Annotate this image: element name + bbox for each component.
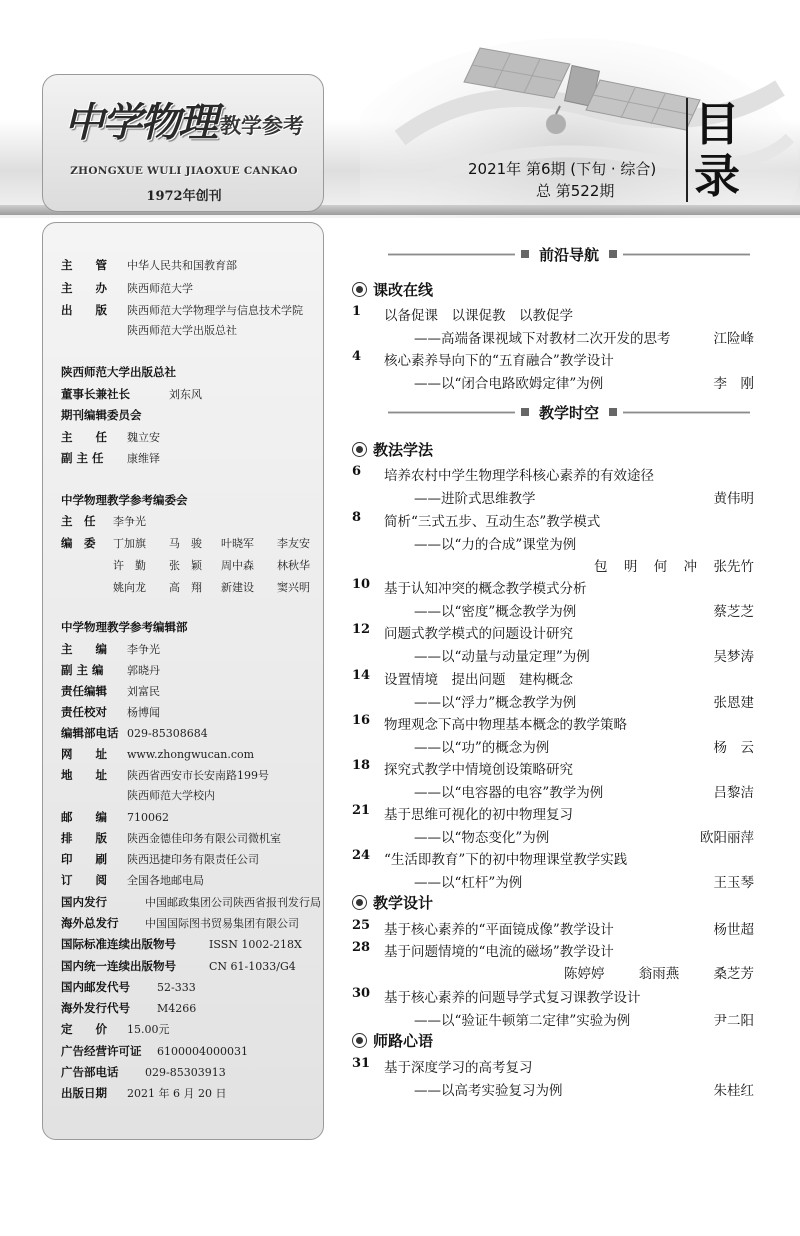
toc-entry — [352, 304, 754, 324]
toc-heading — [686, 98, 746, 202]
page-number: 31 — [352, 1056, 371, 1071]
category-teacher-reflections — [352, 1030, 433, 1051]
article-subtitle: ——以“浮力”概念教学为例 — [414, 695, 577, 711]
category-title: 教学设计 — [373, 894, 434, 912]
article-subtitle: ——以“力的合成”课堂为例 — [414, 537, 577, 553]
masthead-row — [61, 513, 146, 529]
toc-heading-char: 目 — [694, 97, 740, 151]
masthead-value: 全国各地邮电局 — [127, 874, 204, 887]
banner-square-icon — [609, 408, 617, 416]
banner-title: 前沿导航 — [539, 245, 600, 264]
target-circle-icon — [352, 895, 367, 910]
article-subtitle: ——以“密度”概念教学为例 — [414, 604, 577, 620]
toc-entry-subtitle — [352, 372, 754, 392]
article-subtitle: ——高端备课视域下对教材二次开发的思考 — [414, 331, 671, 347]
committee-member: 林秋华 — [277, 559, 310, 572]
article-subtitle: ——以“电容器的电容”教学为例 — [414, 785, 604, 801]
page-number: 10 — [352, 577, 371, 592]
category-title: 教法学法 — [373, 441, 434, 459]
masthead-row — [61, 915, 299, 931]
category-title: 课改在线 — [373, 281, 434, 299]
masthead-value: M4266 — [157, 1002, 197, 1015]
toc-entry-subtitle — [352, 1009, 754, 1029]
masthead-value: 15.00元 — [127, 1023, 170, 1036]
masthead-value: 陕西金德佳印务有限公司微机室 — [127, 832, 281, 845]
article-title: 基于核心素养的“平面镜成像”教学设计 — [384, 922, 614, 938]
toc-entry — [352, 510, 754, 530]
page-number: 14 — [352, 668, 371, 683]
article-author: 冲 — [683, 559, 698, 575]
masthead-row — [61, 894, 321, 910]
masthead-label: 责任校对 — [61, 705, 107, 719]
article-subtitle: ——以“动量与动量定理”为例 — [414, 649, 590, 665]
committee-member: 张 颖 — [169, 559, 202, 572]
toc-heading-char: 录 — [694, 149, 740, 203]
article-author: 吴梦涛 — [713, 649, 754, 665]
masthead-label: 印 刷 — [61, 852, 107, 866]
banner-rule — [623, 253, 750, 256]
article-author: 江险峰 — [713, 331, 754, 347]
banner-rule — [388, 253, 515, 256]
page-number: 28 — [352, 940, 371, 955]
masthead-row — [61, 683, 160, 699]
masthead-row — [61, 1085, 226, 1101]
masthead-label: 主 管 — [61, 258, 107, 272]
article-author: 张恩建 — [713, 695, 754, 711]
masthead-label: 海外总发行 — [61, 916, 119, 930]
masthead-panel — [42, 222, 324, 1140]
journal-logo — [42, 74, 324, 212]
masthead-row — [61, 851, 259, 867]
article-title: 物理观念下高中物理基本概念的教学策略 — [384, 717, 627, 733]
publisher-heading: 陕西师范大学出版总社 — [61, 365, 176, 379]
founded-year: 1972年创刊 — [146, 189, 222, 204]
article-title: 基于深度学习的高考复习 — [384, 1060, 533, 1076]
masthead-label: 国内发行 — [61, 895, 107, 909]
masthead-value: 029-85308684 — [127, 727, 208, 740]
masthead-label: 定 价 — [61, 1022, 107, 1036]
article-subtitle: ——以“物态变化”为例 — [414, 830, 550, 846]
masthead-value: www.zhongwucan.com — [127, 748, 255, 761]
toc-entry-subtitle — [352, 736, 754, 756]
board-heading: 期刊编辑委员会 — [61, 408, 142, 422]
toc-entry — [352, 349, 754, 369]
category-teaching-design — [352, 892, 433, 913]
page-number: 30 — [352, 986, 371, 1001]
article-title: 设置情境 提出问题 建构概念 — [384, 672, 573, 688]
toc-entry-subtitle — [352, 871, 754, 891]
masthead-label: 主 任 — [61, 430, 107, 444]
masthead-row — [61, 1043, 248, 1059]
masthead-label: 出 版 — [61, 303, 107, 317]
masthead-row — [61, 662, 160, 678]
masthead-value: 李争光 — [113, 515, 146, 528]
target-circle-icon — [352, 282, 367, 297]
article-author: 欧阳丽萍 — [700, 830, 754, 846]
masthead-value: 陕西师范大学出版总社 — [127, 324, 237, 337]
masthead-value: 刘富民 — [127, 685, 160, 698]
article-title: 培养农村中学生物理学科核心素养的有效途径 — [384, 468, 654, 484]
masthead-row — [61, 257, 237, 273]
article-author: 明 — [623, 559, 638, 575]
masthead-label: 国际标准连续出版物号 — [61, 937, 176, 951]
masthead-row — [61, 704, 160, 720]
masthead-label: 副 主 任 — [61, 451, 104, 465]
masthead-value: 康维铎 — [127, 452, 160, 465]
committee-member: 周中森 — [221, 559, 254, 572]
masthead-label: 出版日期 — [61, 1086, 107, 1100]
article-author: 桑芝芳 — [713, 966, 754, 982]
masthead-label: 主 办 — [61, 281, 107, 295]
masthead-value: 029-85303913 — [145, 1066, 226, 1079]
masthead-label: 主 任 — [61, 514, 96, 528]
toc-entry-subtitle — [352, 533, 754, 553]
toc-entry — [352, 464, 754, 484]
toc-entry — [352, 758, 754, 778]
page-number: 16 — [352, 713, 371, 728]
masthead-row — [61, 450, 160, 466]
toc-entry — [352, 622, 754, 642]
masthead-value: 中国邮政集团公司陕西省报刊发行局 — [145, 896, 321, 909]
issue-number: 2021年 第6期 (下旬 · 综合) — [468, 160, 657, 178]
article-subtitle: ——以“功”的概念为例 — [414, 740, 550, 756]
page-number: 6 — [352, 464, 362, 479]
masthead-row — [61, 1000, 196, 1016]
article-subtitle: ——以“杠杆”为例 — [414, 875, 523, 891]
masthead-value: 李争光 — [127, 643, 160, 656]
committee-member: 李友安 — [277, 537, 310, 550]
article-title: 探究式教学中情境创设策略研究 — [384, 762, 573, 778]
masthead-row — [61, 725, 208, 741]
article-subtitle: ——以“闭合电路欧姆定律”为例 — [414, 376, 604, 392]
article-author: 何 — [653, 559, 668, 575]
masthead-label: 副 主 编 — [61, 663, 104, 677]
masthead-value: 陕西省西安市长安南路199号 — [127, 769, 269, 782]
article-subtitle: ——进阶式思维教学 — [414, 491, 536, 507]
article-title: 核心素养导向下的“五育融合”教学设计 — [384, 353, 614, 369]
page-number: 8 — [352, 510, 362, 525]
section-banner-teaching — [388, 400, 750, 424]
article-title: “生活即教育”下的初中物理课堂教学实践 — [384, 852, 628, 868]
toc-entry — [352, 848, 754, 868]
article-author: 翁雨燕 — [638, 966, 680, 982]
masthead-label: 国内统一连续出版物号 — [61, 959, 176, 973]
article-title: 问题式教学模式的问题设计研究 — [384, 626, 573, 642]
masthead-value: 6100004000031 — [157, 1045, 248, 1058]
toc-entry — [352, 986, 754, 1006]
masthead-label: 邮 编 — [61, 810, 107, 824]
article-author: 尹二阳 — [713, 1013, 754, 1029]
masthead-row — [61, 872, 204, 888]
committee-member: 姚向龙 — [113, 581, 146, 594]
masthead-value: CN 61-1033/G4 — [209, 960, 296, 973]
toc-entry — [352, 940, 754, 960]
logo-pinyin: ZHONGXUE WULI JIAOXUE CANKAO — [70, 165, 298, 177]
article-authors — [564, 962, 754, 982]
masthead-value: 2021 年 6 月 20 日 — [127, 1087, 227, 1100]
masthead-row — [61, 641, 160, 657]
logo-sub-text: 教学参考 — [220, 114, 304, 138]
toc-entry-subtitle — [352, 691, 754, 711]
toc-entry-subtitle — [352, 600, 754, 620]
article-title: 以备促课 以课促教 以教促学 — [384, 308, 573, 324]
masthead-value: 中华人民共和国教育部 — [127, 259, 237, 272]
article-author: 黄伟明 — [713, 491, 754, 507]
banner-square-icon — [521, 408, 529, 416]
committee-member: 窦兴明 — [277, 581, 310, 594]
masthead-value: 52-333 — [157, 981, 196, 994]
masthead-row — [61, 1064, 226, 1080]
masthead-value: 魏立安 — [127, 431, 160, 444]
total-issue-number: 总 第522期 — [536, 182, 615, 200]
article-author: 包 — [594, 559, 608, 575]
article-subtitle: ——以高考实验复习为例 — [414, 1083, 563, 1099]
banner-square-icon — [521, 250, 529, 258]
article-author: 陈婷婷 — [564, 966, 605, 982]
masthead-row — [61, 386, 202, 402]
masthead-value: ISSN 1002-218X — [209, 938, 302, 951]
masthead-value: 刘东风 — [169, 388, 202, 401]
section-banner-frontier — [388, 242, 750, 266]
committee-member: 马 骏 — [169, 537, 202, 550]
masthead-value: 杨博闻 — [127, 706, 160, 719]
page-number: 21 — [352, 803, 371, 818]
masthead-value: 陕西师范大学校内 — [127, 789, 215, 802]
masthead-label: 编辑部电话 — [61, 726, 119, 740]
toc-entry-authors — [352, 555, 754, 575]
banner-rule — [388, 411, 515, 414]
masthead-row — [61, 809, 169, 825]
masthead-value: 710062 — [127, 811, 169, 824]
masthead-label: 广告部电话 — [61, 1065, 119, 1079]
page-number: 12 — [352, 622, 371, 637]
article-subtitle: ——以“验证牛顿第二定律”实验为例 — [414, 1013, 631, 1029]
toc-entry — [352, 803, 754, 823]
masthead-row — [61, 979, 196, 995]
masthead-row — [61, 787, 215, 803]
masthead-label: 排 版 — [61, 831, 107, 845]
article-author: 王玉琴 — [713, 875, 754, 891]
page-number: 24 — [352, 848, 371, 863]
masthead-value: 郭晓丹 — [127, 664, 160, 677]
toc-entry-subtitle — [352, 327, 754, 347]
committee-heading: 中学物理教学参考编委会 — [61, 493, 188, 507]
masthead-label: 董事长兼社长 — [61, 387, 130, 401]
masthead-label: 广告经营许可证 — [61, 1044, 142, 1058]
masthead-row — [61, 746, 254, 762]
article-author: 杨世超 — [713, 922, 754, 938]
page-number: 1 — [352, 304, 362, 319]
masthead-row — [61, 322, 237, 338]
masthead-label: 责任编辑 — [61, 684, 107, 698]
masthead-value: 陕西师范大学 — [127, 282, 193, 295]
page-number: 4 — [352, 349, 362, 364]
article-author: 张先竹 — [713, 559, 754, 575]
banner-title: 教学时空 — [539, 403, 600, 422]
committee-member: 许 勤 — [113, 559, 146, 572]
committee-member: 新建设 — [221, 581, 254, 594]
masthead-row — [61, 767, 269, 783]
masthead-row — [61, 429, 160, 445]
toc-entry — [352, 918, 754, 938]
page-number: 25 — [352, 918, 371, 933]
masthead-row — [61, 302, 303, 318]
page-number: 18 — [352, 758, 371, 773]
article-author: 蔡芝芝 — [713, 604, 754, 620]
masthead-value: 中国国际图书贸易集团有限公司 — [145, 917, 299, 930]
committee-members-label: 编 委 — [61, 536, 96, 550]
toc-entry-subtitle — [352, 826, 754, 846]
article-authors — [594, 555, 754, 575]
masthead-label: 订 阅 — [61, 873, 107, 887]
toc-entry-subtitle — [352, 487, 754, 507]
article-title: 简析“三式五步、互动生态”教学模式 — [384, 514, 601, 530]
banner-rule — [623, 411, 750, 414]
masthead-label: 海外发行代号 — [61, 1001, 130, 1015]
target-circle-icon — [352, 442, 367, 457]
category-teaching-methods — [352, 439, 433, 460]
toc-entry — [352, 713, 754, 733]
toc-entry — [352, 1056, 754, 1076]
masthead-label: 主 编 — [61, 642, 107, 656]
category-curriculum-reform — [352, 279, 433, 300]
editorial-dept-heading: 中学物理教学参考编辑部 — [61, 620, 188, 634]
toc-entry — [352, 577, 754, 597]
toc-entry-subtitle — [352, 1079, 754, 1099]
committee-member: 高 翔 — [169, 581, 202, 594]
committee-member: 丁加旗 — [113, 537, 146, 550]
category-title: 师路心语 — [373, 1032, 434, 1050]
masthead-label: 地 址 — [61, 768, 107, 782]
banner-square-icon — [609, 250, 617, 258]
article-title: 基于核心素养的问题导学式复习课教学设计 — [384, 990, 641, 1006]
logo-title — [53, 89, 315, 149]
article-title: 基于思维可视化的初中物理复习 — [384, 807, 573, 823]
toc-entry-authors — [352, 962, 754, 982]
masthead-row — [61, 280, 193, 296]
article-title: 基于问题情境的“电流的磁场”教学设计 — [384, 944, 614, 960]
toc-entry — [352, 668, 754, 688]
logo-main-text: 中学物理 — [64, 98, 216, 146]
article-author: 吕黎洁 — [713, 785, 754, 801]
toc-entry-subtitle — [352, 781, 754, 801]
masthead-label: 网 址 — [61, 747, 107, 761]
article-author: 杨 云 — [713, 740, 754, 756]
toc-entry-subtitle — [352, 645, 754, 665]
article-author: 朱桂红 — [713, 1083, 754, 1099]
masthead-row — [61, 936, 302, 952]
article-author: 李 刚 — [713, 376, 754, 392]
masthead-label: 国内邮发代号 — [61, 980, 130, 994]
masthead-row — [61, 1021, 170, 1037]
masthead-value: 陕西迅捷印务有限责任公司 — [127, 853, 259, 866]
committee-member: 叶晓军 — [221, 537, 254, 550]
target-circle-icon — [352, 1033, 367, 1048]
masthead-row — [61, 958, 296, 974]
masthead-value: 陕西师范大学物理学与信息技术学院 — [127, 304, 303, 317]
masthead-row — [61, 830, 281, 846]
article-title: 基于认知冲突的概念教学模式分析 — [384, 581, 587, 597]
